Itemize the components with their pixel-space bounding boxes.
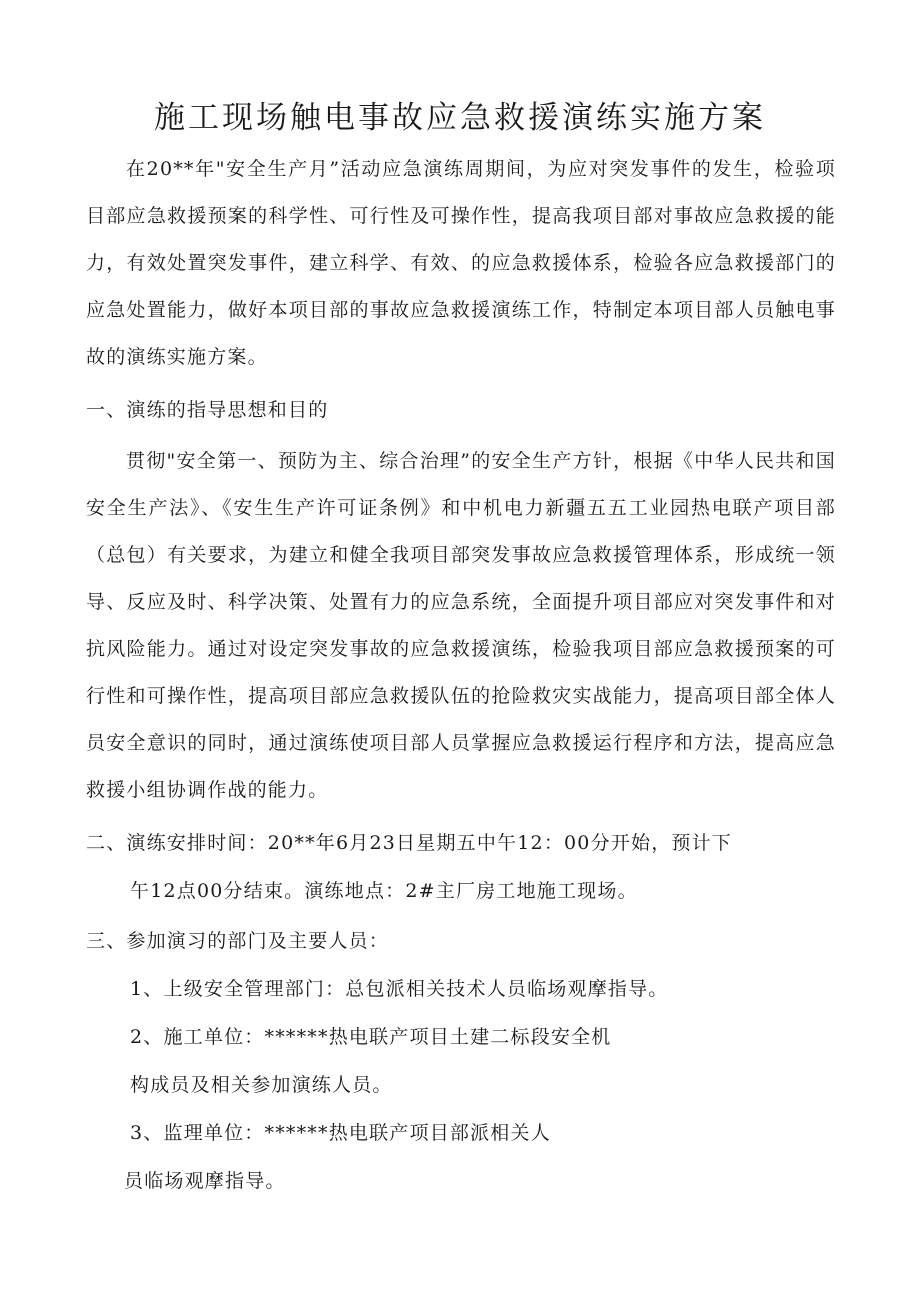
section1-heading: 一、演练的指导思想和目的 <box>86 399 329 421</box>
list-item-1: 1、上级安全管理部门：总包派相关技术人员临场观摩指导。 <box>130 978 669 1000</box>
section2-line-1: 二、演练安排时间：20**年6月23日星期五中午12：00分开始，预计下 <box>86 832 732 854</box>
list-item-2-line-1: 2、施工单位：******热电联产项目土建二标段安全机 <box>130 1026 612 1048</box>
section3-heading: 三、参加演习的部门及主要人员： <box>86 930 390 952</box>
section2-line-2: 午12点00分结束。演练地点：2#主厂房工地施工现场。 <box>130 880 638 902</box>
document-title: 施工现场触电事故应急救援演练实施方案 <box>154 100 766 136</box>
intro-paragraph: 在20**年"安全生产月”活动应急演练周期间，为应对突发事件的发生，检验项目部应急救援预案的科学性、可行性及可操作性，提高我项目部对事故应急救援的能力，有效处置突发事件，建立科学、有效、的应急救援体系，检验各应急救援部门的应急处置能力，做好本项目部的事故应急救援演练工作，特制定本项目部人员触电事故的演练实施方案。 <box>86 158 836 368</box>
section1-paragraph: 贯彻"安全第一、预防为主、综合治理”的安全生产方针，根据《中华人民共和国安全生产法》、《安生生产许可证条例》和中机电力新疆五五工业园热电联产项目部（总包）有关要求，为建立和健全我项目部突发事故应急救援管理体系，形成统一领导、反应及时、科学决策、处置有力的应急系统，全面提升项目部应对突发事件和对抗风险能力。通过对设定突发事故的应急救援演练，检验我项目部应急救援预案的可行性和可操作性，提高项目部应急救援队伍的抢险救灾实战能力，提高项目部全体人员安全意识的同时，通过演练使项目部人员掌握应急救援运行程序和方法，提高应急救援小组协调作战的能力。 <box>86 450 836 801</box>
list-item-2-line-2: 构成员及相关参加演练人员。 <box>130 1074 393 1096</box>
list-item-3-line-2: 员临场观摩指导。 <box>124 1170 286 1192</box>
list-item-3-line-1: 3、监理单位：******热电联产项目部派相关人 <box>130 1122 551 1144</box>
